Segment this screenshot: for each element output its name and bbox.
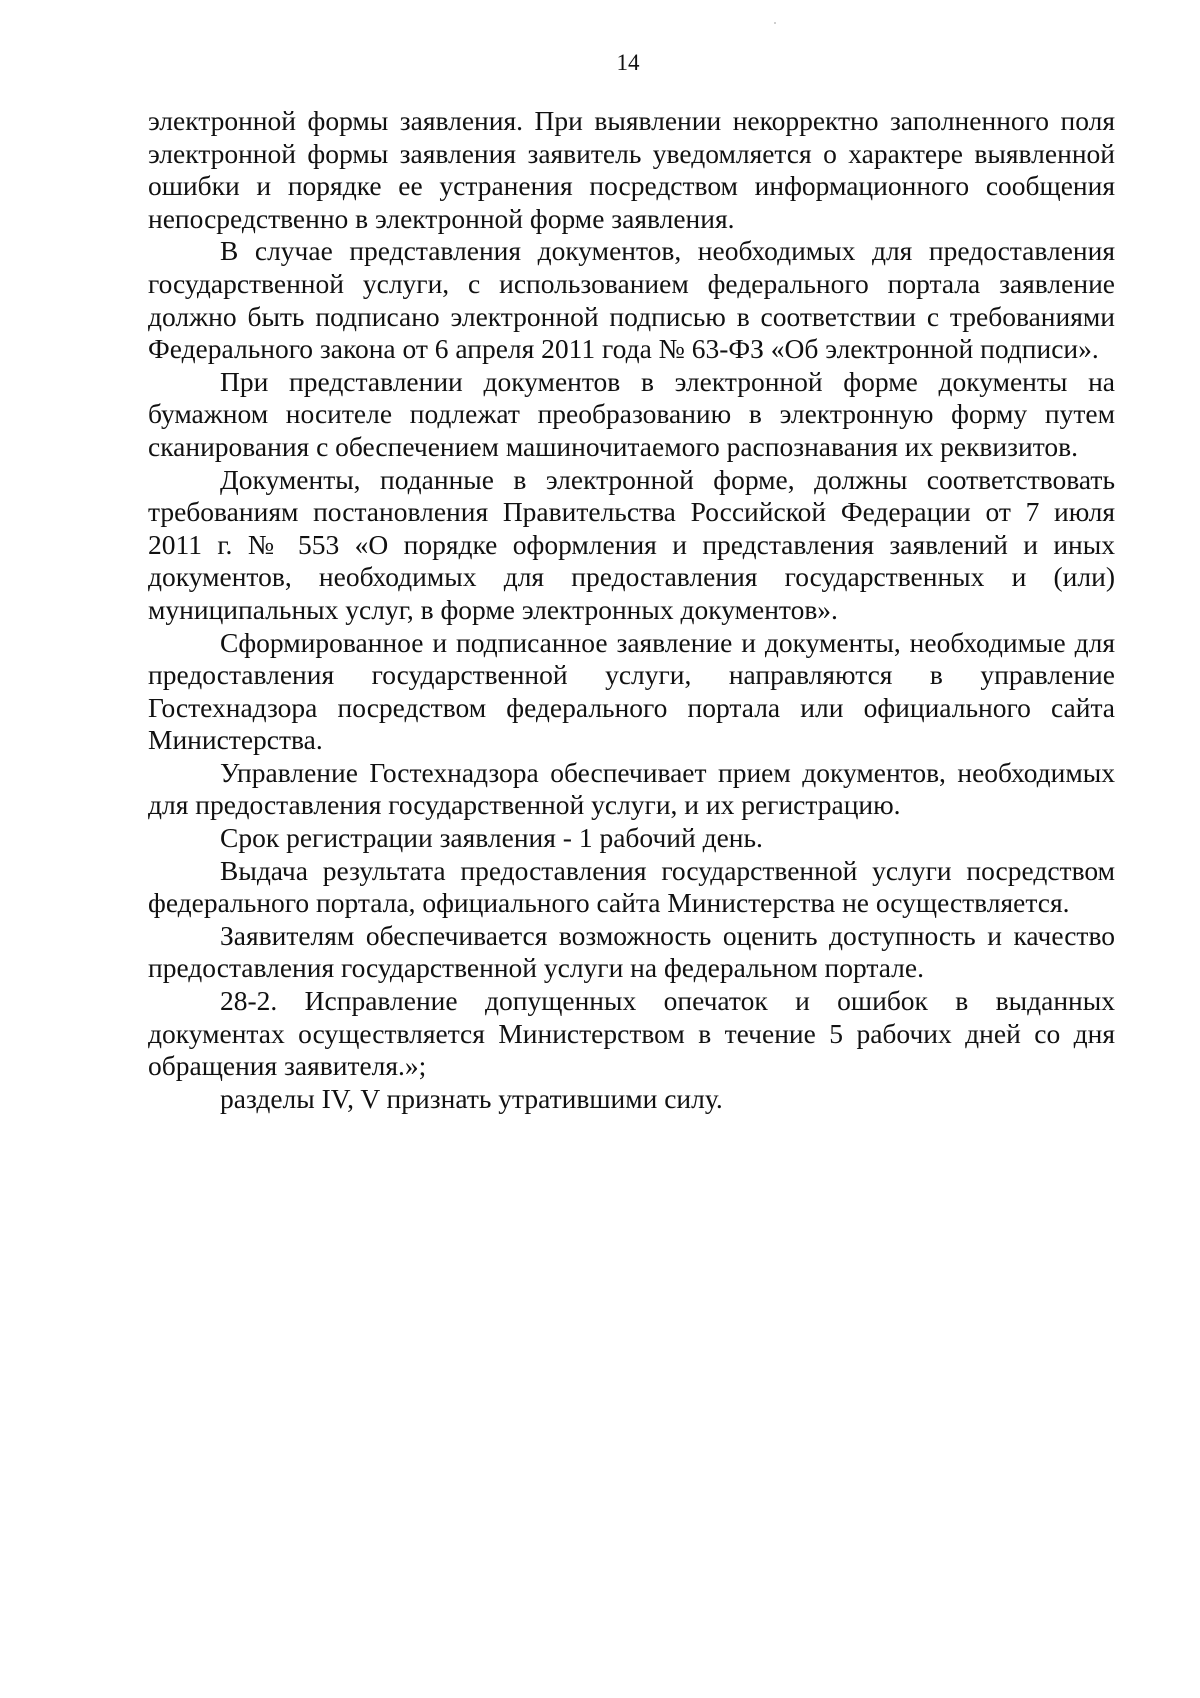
paragraph-quality-assessment: Заявителям обеспечивается возможность оценить доступность и качество предоставления государственной услуги на федеральном портале. bbox=[148, 919, 1115, 984]
paragraph-submission: Сформированное и подписанное заявление и документы, необходимые для предоставления государственной услуги, направляются в управление Гостехнадзора посредством федерального портала или официального сайта Министерства. bbox=[148, 626, 1115, 756]
paragraph-registration: Управление Гостехнадзора обеспечивает прием документов, необходимых для предоставления государственной услуги, и их регистрацию. bbox=[148, 756, 1115, 821]
paragraph-scanning: При представлении документов в электронной форме документы на бумажном носителе подлежат преобразованию в электронную форму путем сканирования с обеспечением машиночитаемого распознавания их реквизитов. bbox=[148, 365, 1115, 462]
scan-artifact bbox=[774, 22, 776, 24]
paragraph-document-requirements: Документы, поданные в электронной форме, должны соответствовать требованиям постановления Правительства Российской Федерации от 7 июля 2011 г. № 553 «О порядке оформления и представления заявлений и иных документов, необходимых для предоставления государственных и (или) муниципальных услуг, в форме электронных документов». bbox=[148, 463, 1115, 625]
page-number: 14 bbox=[616, 50, 640, 75]
paragraph-corrections: 28-2. Исправление допущенных опечаток и ошибок в выданных документах осуществляется Министерством в течение 5 рабочих дней со дня обращения заявителя.»; bbox=[148, 985, 1115, 1082]
paragraph-electronic-signature: В случае представления документов, необходимых для предоставления государственной услуги, с использованием федерального портала заявление должно быть подписано электронной подписью в соответствии с требованиями Федерального закона от 6 апреля 2011 года № 63-ФЗ «Об электронной подписи». bbox=[148, 235, 1115, 365]
document-body bbox=[148, 105, 1115, 1115]
paragraph-continuation: электронной формы заявления. При выявлении некорректно заполненного поля электронной формы заявления заявитель уведомляется о характере выявленной ошибки и порядке ее устранения посредством информационного сообщения непосредственно в электронной форме заявления. bbox=[148, 105, 1115, 234]
paragraph-result-delivery: Выдача результата предоставления государственной услуги посредством федерального портала, официального сайта Министерства не осуществляется. bbox=[148, 854, 1115, 919]
paragraph-registration-term: Срок регистрации заявления - 1 рабочий день. bbox=[220, 822, 763, 854]
paragraph-sections-repealed: разделы IV, V признать утратившими силу. bbox=[220, 1082, 723, 1114]
